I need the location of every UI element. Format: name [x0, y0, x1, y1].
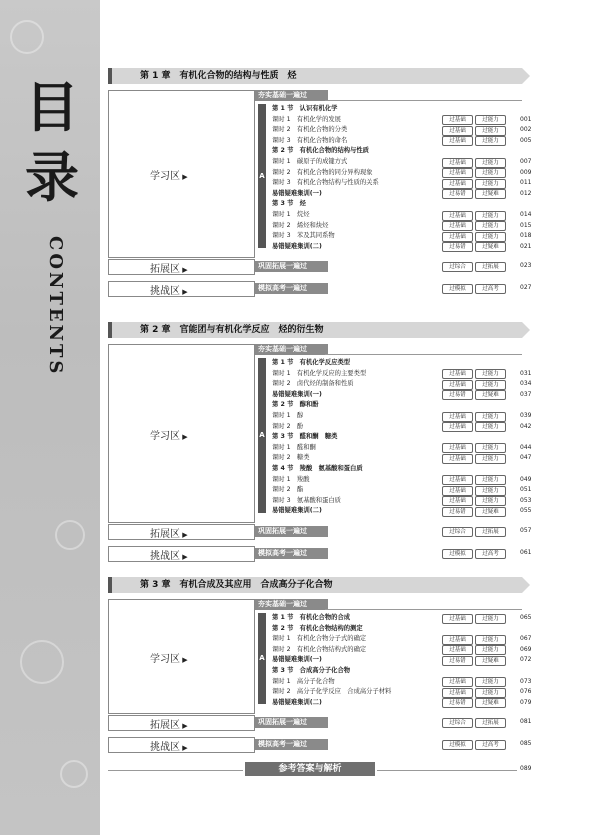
- practice-ability-button[interactable]: 过能力: [475, 168, 506, 178]
- page-number: 076: [520, 688, 532, 696]
- lesson-item[interactable]: 课时 3 氨基酸和蛋白质: [272, 496, 341, 504]
- chapter-arrow-icon: [522, 322, 530, 338]
- section-heading[interactable]: 第 1 节 有机化合物的合成: [272, 614, 351, 621]
- chapter-arrow-icon: [522, 68, 530, 84]
- band-basic-line: [325, 609, 522, 610]
- practice-basic-button[interactable]: 过易错: [442, 390, 473, 400]
- study-zone-label[interactable]: 学习区 ▶: [150, 167, 188, 182]
- page-number: 021: [520, 242, 532, 250]
- lesson-item[interactable]: 课时 2 酚: [272, 422, 304, 430]
- practice-basic-button[interactable]: 过基础: [442, 475, 473, 485]
- practice-basic-button[interactable]: 过基础: [442, 168, 473, 178]
- section-heading[interactable]: 第 1 节 有机化学反应类型: [272, 359, 351, 366]
- page-number: 061: [520, 549, 532, 556]
- page-number: 069: [520, 645, 532, 653]
- section-heading[interactable]: 第 2 节 醇和酚: [272, 401, 319, 409]
- page-number: 005: [520, 136, 532, 144]
- practice-ability-button[interactable]: 过能力: [475, 454, 506, 464]
- band-exam: 模拟高考一遍过: [255, 283, 328, 294]
- page-number: 085: [520, 740, 532, 748]
- lesson-item[interactable]: 课时 2 有机化合物结构式的确定: [272, 645, 367, 653]
- practice-basic-button[interactable]: 过基础: [442, 412, 473, 422]
- page-number: 018: [520, 232, 532, 240]
- practice-expand-button[interactable]: 过拓展: [475, 262, 506, 272]
- band-expand: 巩固拓展一遍过: [255, 717, 328, 728]
- practice-comprehensive-button[interactable]: 过综合: [442, 718, 473, 728]
- practice-basic-button[interactable]: 过易错: [442, 698, 473, 708]
- practice-mock-button[interactable]: 过模拟: [442, 740, 473, 750]
- section-heading[interactable]: 第 4 节 羧酸 氨基酸和蛋白质: [272, 465, 363, 472]
- answer-line-right: [377, 770, 517, 771]
- page-number: 039: [520, 412, 532, 419]
- page-number: 049: [520, 475, 532, 483]
- band-basic-line: [325, 100, 522, 101]
- practice-ability-button[interactable]: 过能力: [475, 496, 506, 506]
- practice-ability-button[interactable]: 过能力: [475, 688, 506, 698]
- lesson-item[interactable]: 课时 2 高分子化学反应 合成高分子材料: [272, 688, 392, 696]
- practice-ability-button[interactable]: 过能力: [475, 677, 506, 687]
- page-number: 012: [520, 189, 532, 197]
- page-number: 034: [520, 380, 532, 388]
- section-heading[interactable]: 易错疑难集训(二): [272, 242, 322, 250]
- band-exam: 模拟高考一遍过: [255, 739, 328, 750]
- title-char-lu: 录: [25, 145, 79, 209]
- page-number: 065: [520, 614, 532, 621]
- lesson-item[interactable]: 课时 1 有机化学的发展: [272, 115, 341, 123]
- practice-basic-button[interactable]: 过基础: [442, 422, 473, 432]
- section-heading[interactable]: 第 1 节 认识有机化学: [272, 105, 338, 112]
- practice-basic-button[interactable]: 过基础: [442, 136, 473, 146]
- lesson-item[interactable]: 课时 2 有机化合物的分类: [272, 126, 348, 134]
- lesson-item[interactable]: 课时 1 有机化合物分子式的确定: [272, 635, 367, 643]
- section-heading[interactable]: 第 2 节 有机化合物结构的测定: [272, 624, 363, 632]
- practice-basic-button[interactable]: 过基础: [442, 179, 473, 189]
- practice-basic-button[interactable]: 过基础: [442, 158, 473, 168]
- practice-basic-button[interactable]: 过基础: [442, 454, 473, 464]
- contents-vertical-text: CONTENTS: [45, 236, 66, 377]
- practice-ability-button[interactable]: 过疑难: [475, 698, 506, 708]
- practice-ability-button[interactable]: 过能力: [475, 136, 506, 146]
- practice-ability-button[interactable]: 过能力: [475, 126, 506, 136]
- page-number: 079: [520, 698, 532, 706]
- lesson-item[interactable]: 课时 2 烯烃和炔烃: [272, 221, 329, 229]
- practice-mock-button[interactable]: 过模拟: [442, 284, 473, 294]
- section-heading[interactable]: 易错疑难集训(一): [272, 656, 322, 664]
- page-number: 042: [520, 422, 532, 430]
- section-tab-a: A: [258, 613, 266, 704]
- chapter-block: [108, 577, 522, 593]
- page-number: 044: [520, 443, 532, 451]
- chapter-title[interactable]: 第 1 章 有机化合物的结构与性质 烃: [108, 68, 522, 84]
- page-number: 067: [520, 635, 532, 643]
- practice-basic-button[interactable]: 过基础: [442, 486, 473, 496]
- study-zone-label[interactable]: 学习区 ▶: [150, 650, 188, 665]
- page-number: 002: [520, 126, 532, 134]
- lesson-item[interactable]: 课时 2 有机化合物的同分异构现象: [272, 168, 373, 176]
- practice-comprehensive-button[interactable]: 过综合: [442, 527, 473, 537]
- page-number: 027: [520, 284, 532, 292]
- practice-ability-button[interactable]: 过能力: [475, 115, 506, 125]
- band-exam: 模拟高考一遍过: [255, 548, 328, 559]
- practice-basic-button[interactable]: 过基础: [442, 221, 473, 231]
- practice-ability-button[interactable]: 过能力: [475, 422, 506, 432]
- practice-basic-button[interactable]: 过基础: [442, 380, 473, 390]
- practice-ability-button[interactable]: 过能力: [475, 211, 506, 221]
- challenge-zone-label[interactable]: 挑战区 ▶: [150, 282, 188, 297]
- practice-basic-button[interactable]: 过基础: [442, 635, 473, 645]
- answer-page-number: 089: [520, 765, 532, 772]
- lesson-item[interactable]: 课时 1 有机化学反应的主要类型: [272, 369, 367, 377]
- practice-ability-button[interactable]: 过能力: [475, 232, 506, 242]
- practice-basic-button[interactable]: 过基础: [442, 496, 473, 506]
- page-number: 014: [520, 211, 532, 218]
- practice-ability-button[interactable]: 过能力: [475, 369, 506, 379]
- lesson-item[interactable]: 课时 1 烷烃: [272, 211, 310, 218]
- practice-basic-button[interactable]: 过基础: [442, 369, 473, 379]
- expand-zone-label[interactable]: 拓展区 ▶: [150, 716, 188, 731]
- practice-basic-button[interactable]: 过基础: [442, 443, 473, 453]
- lesson-item[interactable]: 课时 1 羧酸: [272, 475, 310, 483]
- lesson-item[interactable]: 课时 2 卤代烃的制备和性质: [272, 380, 354, 388]
- practice-basic-button[interactable]: 过基础: [442, 126, 473, 136]
- band-basic: 夯实基础一遍过: [255, 90, 328, 101]
- lesson-item[interactable]: 课时 3 有机化合物结构与性质的关系: [272, 179, 379, 187]
- section-heading[interactable]: 易错疑难集训(二): [272, 698, 322, 706]
- band-expand: 巩固拓展一遍过: [255, 526, 328, 537]
- practice-ability-button[interactable]: 过能力: [475, 179, 506, 189]
- practice-expand-button[interactable]: 过拓展: [475, 718, 506, 728]
- section-heading[interactable]: 易错疑难集训(二): [272, 507, 322, 515]
- page-number: 053: [520, 496, 532, 504]
- practice-ability-button[interactable]: 过能力: [475, 475, 506, 485]
- page-number: 057: [520, 527, 532, 534]
- practice-ability-button[interactable]: 过能力: [475, 443, 506, 453]
- lesson-item[interactable]: 课时 2 糖类: [272, 454, 310, 462]
- page-number: 072: [520, 656, 532, 664]
- practice-basic-button[interactable]: 过基础: [442, 677, 473, 687]
- practice-ability-button[interactable]: 过能力: [475, 158, 506, 168]
- chapter-block: [108, 68, 522, 84]
- lesson-item[interactable]: 课时 3 苯及其同系物: [272, 232, 335, 240]
- practice-ability-button[interactable]: 过能力: [475, 645, 506, 655]
- practice-ability-button[interactable]: 过疑难: [475, 390, 506, 400]
- page-number: 031: [520, 369, 532, 377]
- practice-gaokao-button[interactable]: 过高考: [475, 549, 506, 559]
- practice-gaokao-button[interactable]: 过高考: [475, 284, 506, 294]
- practice-mock-button[interactable]: 过模拟: [442, 549, 473, 559]
- band-basic-line: [325, 354, 522, 355]
- lesson-item[interactable]: 课时 3 有机化合物的命名: [272, 136, 348, 144]
- challenge-zone-label[interactable]: 挑战区 ▶: [150, 738, 188, 753]
- lesson-item[interactable]: 课时 1 碳原子的成键方式: [272, 158, 348, 165]
- practice-basic-button[interactable]: 过易错: [442, 656, 473, 666]
- chapter-title[interactable]: 第 3 章 有机合成及其应用 合成高分子化合物: [108, 577, 522, 593]
- study-zone-label[interactable]: 学习区 ▶: [150, 427, 188, 442]
- band-basic: 夯实基础一遍过: [255, 599, 328, 610]
- page-number: 047: [520, 454, 532, 462]
- page-number: 009: [520, 168, 532, 176]
- practice-basic-button[interactable]: 过基础: [442, 232, 473, 242]
- practice-basic-button[interactable]: 过易错: [442, 507, 473, 517]
- page-number: 007: [520, 158, 532, 165]
- answer-line-left: [108, 770, 243, 771]
- practice-ability-button[interactable]: 过能力: [475, 614, 506, 624]
- practice-ability-button[interactable]: 过能力: [475, 221, 506, 231]
- lesson-item[interactable]: 课时 1 醇: [272, 412, 304, 419]
- lesson-item[interactable]: 课时 1 高分子化合物: [272, 677, 335, 685]
- page-number: 015: [520, 221, 532, 229]
- page-number: 037: [520, 390, 532, 398]
- page-number: 081: [520, 718, 532, 726]
- chapter-block: [108, 322, 522, 338]
- practice-basic-button[interactable]: 过基础: [442, 115, 473, 125]
- expand-zone-label[interactable]: 拓展区 ▶: [150, 525, 188, 540]
- practice-basic-button[interactable]: 过基础: [442, 688, 473, 698]
- page-number: 073: [520, 677, 532, 685]
- practice-ability-button[interactable]: 过能力: [475, 412, 506, 422]
- practice-ability-button[interactable]: 过疑难: [475, 656, 506, 666]
- expand-zone-label[interactable]: 拓展区 ▶: [150, 260, 188, 275]
- practice-ability-button[interactable]: 过疑难: [475, 189, 506, 199]
- answer-section-label[interactable]: 参考答案与解析: [245, 762, 375, 776]
- page-number: 011: [520, 179, 532, 187]
- page-number: 023: [520, 262, 532, 270]
- practice-ability-button[interactable]: 过疑难: [475, 507, 506, 517]
- section-tab-a: A: [258, 104, 266, 248]
- challenge-zone-label[interactable]: 挑战区 ▶: [150, 547, 188, 562]
- section-heading[interactable]: 第 3 节 合成高分子化合物: [272, 667, 351, 674]
- section-heading[interactable]: 易错疑难集训(一): [272, 189, 322, 197]
- practice-basic-button[interactable]: 过基础: [442, 645, 473, 655]
- practice-ability-button[interactable]: 过能力: [475, 635, 506, 645]
- practice-comprehensive-button[interactable]: 过综合: [442, 262, 473, 272]
- practice-basic-button[interactable]: 过易错: [442, 189, 473, 199]
- title-char-mu: 目: [25, 75, 79, 139]
- practice-gaokao-button[interactable]: 过高考: [475, 740, 506, 750]
- practice-expand-button[interactable]: 过拓展: [475, 527, 506, 537]
- practice-ability-button[interactable]: 过疑难: [475, 242, 506, 252]
- practice-basic-button[interactable]: 过基础: [442, 211, 473, 221]
- page-number: 055: [520, 507, 532, 515]
- practice-basic-button[interactable]: 过基础: [442, 614, 473, 624]
- section-heading[interactable]: 易错疑难集训(一): [272, 390, 322, 398]
- chapter-title[interactable]: 第 2 章 官能团与有机化学反应 烃的衍生物: [108, 322, 522, 338]
- section-heading[interactable]: 第 3 节 烃: [272, 200, 306, 208]
- practice-ability-button[interactable]: 过能力: [475, 380, 506, 390]
- practice-ability-button[interactable]: 过能力: [475, 486, 506, 496]
- page-number: 051: [520, 486, 532, 494]
- section-heading[interactable]: 第 3 节 醛和酮 糖类: [272, 433, 338, 441]
- page-number: 001: [520, 115, 532, 123]
- band-expand: 巩固拓展一遍过: [255, 261, 328, 272]
- lesson-item[interactable]: 课时 2 酯: [272, 486, 304, 494]
- chapter-arrow-icon: [522, 577, 530, 593]
- lesson-item[interactable]: 课时 1 醛和酮: [272, 443, 316, 451]
- section-tab-a: A: [258, 358, 266, 513]
- section-heading[interactable]: 第 2 节 有机化合物的结构与性质: [272, 147, 369, 155]
- practice-basic-button[interactable]: 过易错: [442, 242, 473, 252]
- band-basic: 夯实基础一遍过: [255, 344, 328, 355]
